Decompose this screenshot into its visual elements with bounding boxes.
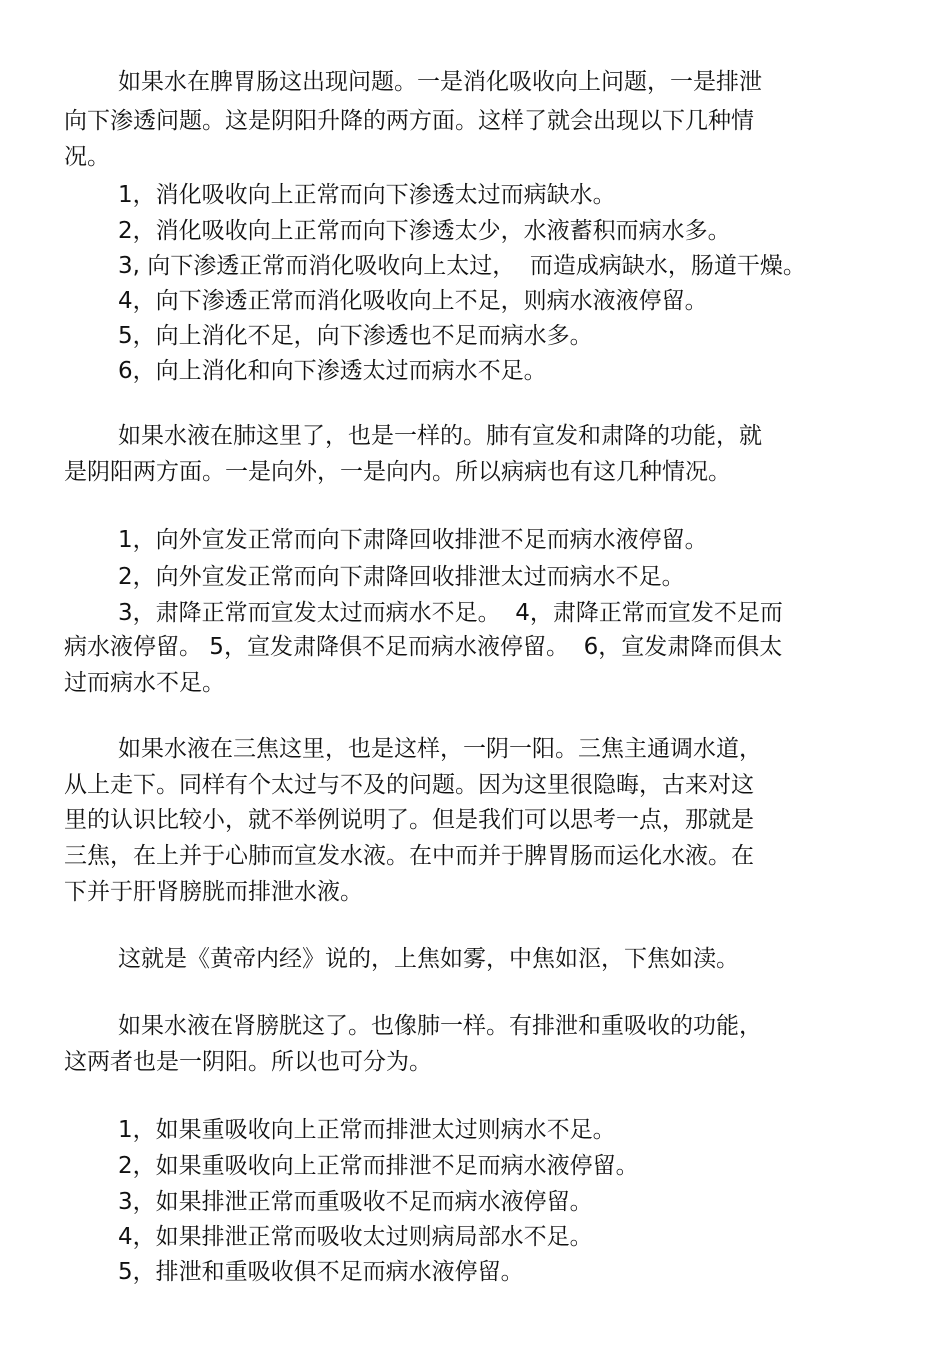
list-item: 5，向上消化不足，向下渗透也不足而病水多。 [118, 323, 593, 349]
list-item: 3, 向下渗透正常而消化吸收向上太过， 而造成病缺水，肠道干燥。 [118, 253, 806, 279]
list-item: 2，消化吸收向上正常而向下渗透太少，水液蓄积而病水多。 [118, 218, 731, 244]
paragraph-line: 况。 [64, 144, 110, 170]
paragraph-line: 这就是《黄帝内经》说的，上焦如雾，中焦如沤，下焦如渎。 [118, 946, 739, 972]
list-item: 过而病水不足。 [64, 670, 225, 696]
list-item: 5，排泄和重吸收俱不足而病水液停留。 [118, 1259, 524, 1285]
paragraph-line: 向下渗透问题。这是阴阳升降的两方面。这样了就会出现以下几种情 [64, 108, 754, 134]
list-item: 1，如果重吸收向上正常而排泄太过则病水不足。 [118, 1117, 616, 1143]
paragraph-line: 里的认识比较小，就不举例说明了。但是我们可以思考一点，那就是 [64, 807, 754, 833]
paragraph-line: 如果水液在肾膀胱这了。也像肺一样。有排泄和重吸收的功能， [118, 1013, 762, 1039]
list-item: 6，向上消化和向下渗透太过而病水不足。 [118, 358, 547, 384]
paragraph-line: 是阴阳两方面。一是向外，一是向内。所以病病也有这几种情况。 [64, 459, 731, 485]
paragraph-line: 如果水在脾胃肠这出现问题。一是消化吸收向上问题，一是排泄 [118, 69, 762, 95]
list-item: 1，向外宣发正常而向下肃降回收排泄不足而病水液停留。 [118, 527, 708, 553]
list-item: 2，如果重吸收向上正常而排泄不足而病水液停留。 [118, 1153, 639, 1179]
paragraph-line: 下并于肝肾膀胱而排泄水液。 [64, 879, 363, 905]
list-item: 4，向下渗透正常而消化吸收向上不足，则病水液液停留。 [118, 288, 708, 314]
list-item: 3，肃降正常而宣发太过而病水不足。 4，肃降正常而宣发不足而 [118, 600, 783, 626]
paragraph-line: 如果水液在肺这里了，也是一样的。肺有宣发和肃降的功能，就 [118, 423, 762, 449]
list-item: 2，向外宣发正常而向下肃降回收排泄太过而病水不足。 [118, 564, 685, 590]
list-item: 1，消化吸收向上正常而向下渗透太过而病缺水。 [118, 182, 616, 208]
paragraph-line: 从上走下。同样有个太过与不及的问题。因为这里很隐晦，古来对这 [64, 772, 754, 798]
list-item: 3，如果排泄正常而重吸收不足而病水液停留。 [118, 1189, 593, 1215]
paragraph-line: 这两者也是一阴阳。所以也可分为。 [64, 1049, 432, 1075]
paragraph-line: 三焦，在上并于心肺而宣发水液。在中而并于脾胃肠而运化水液。在 [64, 843, 754, 869]
list-item: 病水液停留。 5，宣发肃降俱不足而病水液停留。 6，宣发肃降而俱太 [64, 634, 783, 660]
paragraph-line: 如果水液在三焦这里，也是这样，一阴一阳。三焦主通调水道， [118, 736, 762, 762]
list-item: 4，如果排泄正常而吸收太过则病局部水不足。 [118, 1224, 593, 1250]
